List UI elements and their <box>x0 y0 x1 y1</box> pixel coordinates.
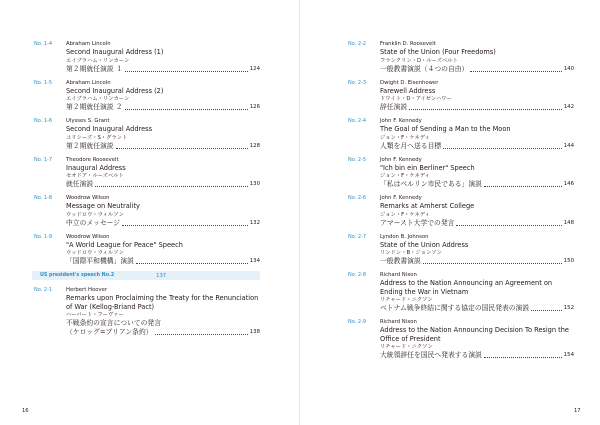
entry-number: No. 2-8 <box>348 272 367 278</box>
entry-speaker-kana: リチャード・ニクソン <box>380 344 433 350</box>
toc-entry[interactable] <box>348 40 574 74</box>
toc-entry[interactable] <box>34 286 260 337</box>
dot-leader <box>423 263 562 264</box>
entry-page-number: 126 <box>249 104 260 110</box>
dot-leader <box>136 263 248 264</box>
entry-speaker-kana: セオドア・ルーズベルト <box>66 173 124 179</box>
entry-jp-title-line1: 不戦条約の宣言についての発言 <box>66 319 162 327</box>
entry-number: No. 1-5 <box>34 79 53 86</box>
toc-entry[interactable] <box>34 79 260 113</box>
entry-title: The Goal of Sending a Man to the Moon <box>380 125 511 133</box>
toc-entry[interactable] <box>34 194 260 228</box>
entry-page-number: 154 <box>563 352 574 358</box>
entry-speaker-kana: ジョン・F・ケネディ <box>380 173 430 179</box>
entry-speaker: John F. Kennedy <box>380 195 422 201</box>
toc-entry[interactable] <box>34 233 260 267</box>
entry-jp-title: アマースト大学での発言 <box>380 218 455 227</box>
entry-number: No. 2-4 <box>348 118 367 124</box>
entry-page-number: 134 <box>249 258 260 264</box>
entry-jp-row <box>66 257 260 266</box>
toc-entry[interactable] <box>348 79 574 113</box>
entry-page-number: 144 <box>563 142 574 149</box>
dot-leader <box>155 334 248 335</box>
entry-speaker-kana: エイブラハム・リンカーン <box>66 96 130 102</box>
entry-speaker: Lyndon B. Johnson <box>380 233 429 240</box>
entry-jp-title: 「私はベルリン市民である」演説 <box>380 180 482 188</box>
entry-number: No. 2-5 <box>348 156 367 163</box>
entry-number: No. 2-7 <box>348 233 367 240</box>
entry-jp-title: 中立のメッセージ <box>66 218 120 227</box>
entry-speaker: Richard Nixon <box>380 272 417 278</box>
entry-jp-title: 第２期就任演説 １ <box>66 64 123 73</box>
entry-title: Message on Neutrality <box>66 202 140 210</box>
toc-entry[interactable] <box>348 271 574 313</box>
entry-speaker: Dwight D. Eisenhower <box>380 79 439 86</box>
entry-jp-title: ベトナム戦争終結に関する協定の国民発表の演説 <box>380 304 530 312</box>
entry-title: Farewell Address <box>380 86 436 95</box>
entry-jp-title: 第２期就任演説 <box>66 141 114 150</box>
entry-speaker-kana: エイブラハム・リンカーン <box>66 57 130 64</box>
section-label: US president's speech No.2 <box>40 273 115 278</box>
entry-speaker: John F. Kennedy <box>380 156 422 163</box>
entry-page-number: 132 <box>249 219 260 226</box>
section-page-number: 137 <box>156 272 167 279</box>
entry-page-number: 138 <box>249 329 260 335</box>
dot-leader <box>125 109 248 110</box>
entry-jp-row <box>380 65 574 74</box>
entry-speaker-kana: リンドン・B・ジョンソン <box>380 250 442 256</box>
entry-jp-row <box>380 257 574 266</box>
entry-jp-title: 「国際平和機構」演説 <box>66 257 134 265</box>
entry-title: State of the Union Address <box>380 240 469 249</box>
entry-page-number: 152 <box>563 305 574 311</box>
entry-jp-title: 一般教書演説（４つの自由） <box>380 64 469 73</box>
toc-entry[interactable] <box>34 117 260 151</box>
entry-speaker: Richard Nixon <box>380 319 417 325</box>
entry-speaker: Theodore Roosevelt <box>66 156 119 163</box>
entry-jp-title: 一般教書演説 <box>380 257 421 265</box>
entry-speaker: Abraham Lincoln <box>66 41 111 47</box>
entry-speaker-kana: ハーバート・フーヴァー <box>66 312 124 318</box>
entry-speaker-kana: ウッドロウ・ウィルソン <box>66 250 124 256</box>
entry-title: State of the Union (Four Freedoms) <box>380 48 496 56</box>
toc-entry[interactable] <box>348 233 574 267</box>
entry-jp-title-line2: （ケロッグ=ブリアン条約） <box>66 328 153 336</box>
entry-jp-row <box>380 103 574 112</box>
dot-leader <box>484 186 562 187</box>
entry-speaker-kana: ジョン・F・ケネディ <box>380 211 430 218</box>
entry-number: No. 2-1 <box>34 287 53 293</box>
entry-page-number: 130 <box>249 181 260 187</box>
entry-title: Second Inaugural Address (2) <box>66 86 164 95</box>
entry-number: No. 1-8 <box>34 195 53 201</box>
entry-speaker: Ulysses S. Grant <box>66 118 110 124</box>
entry-page-number: 124 <box>249 65 260 72</box>
entry-speaker-kana: ウッドロウ・ウィルソン <box>66 211 124 218</box>
entry-speaker: Woodrow Wilson <box>66 195 110 201</box>
dot-leader <box>456 225 561 226</box>
entry-number: No. 2-9 <box>348 319 367 325</box>
entry-number: No. 1-4 <box>34 41 53 47</box>
dot-leader <box>122 225 248 226</box>
dot-leader <box>95 186 248 187</box>
entry-jp-row <box>66 103 260 112</box>
toc-entry[interactable] <box>348 194 574 228</box>
entry-page-number: 150 <box>563 258 574 264</box>
entry-speaker-kana: フランクリン・D・ルーズベルト <box>380 57 458 64</box>
entry-title: Inaugural Address <box>66 163 126 172</box>
dot-leader <box>470 71 561 72</box>
entry-title: "Ich bin ein Berliner" Speech <box>380 163 475 172</box>
entry-number: No. 2-6 <box>348 195 367 201</box>
entry-title: Second Inaugural Address <box>66 125 153 133</box>
entry-jp-title: 第２期就任演説 ２ <box>66 103 123 111</box>
dot-leader <box>531 310 562 311</box>
section-header <box>32 271 260 280</box>
page-number-left: 16 <box>22 408 29 414</box>
entry-page-number: 128 <box>249 142 260 149</box>
entry-title: Second Inaugural Address (1) <box>66 48 164 56</box>
right-toc-column <box>348 40 574 365</box>
entry-jp-row <box>380 304 574 313</box>
entry-page-number: 140 <box>563 65 574 72</box>
entry-number: No. 1-6 <box>34 118 53 124</box>
entry-jp-title: 人類を月へ送る目標 <box>380 141 442 150</box>
entry-jp-row <box>66 65 260 74</box>
entry-speaker: Franklin D. Roosevelt <box>380 41 436 47</box>
entry-jp-row <box>66 219 260 228</box>
entry-speaker: Abraham Lincoln <box>66 79 111 86</box>
entry-jp-title: 辞任演説 <box>380 103 408 111</box>
entry-speaker: Herbert Hoover <box>66 287 108 293</box>
entry-jp-row <box>380 351 574 360</box>
entry-speaker-kana: リチャード・ニクソン <box>380 297 433 303</box>
toc-entry[interactable] <box>348 156 574 190</box>
entry-title: Address to the Nation Announcing Decision To Resign the Office of President <box>380 326 569 343</box>
dot-leader <box>125 71 248 72</box>
toc-entry[interactable] <box>34 156 260 190</box>
entry-page-number: 148 <box>563 219 574 226</box>
dot-leader <box>116 148 248 149</box>
entry-title: Address to the Nation Announcing an Agreement on Ending the War in Vietnam <box>380 279 553 296</box>
toc-entry[interactable] <box>348 318 574 360</box>
entry-page-number: 142 <box>563 104 574 110</box>
toc-entry[interactable] <box>348 117 574 151</box>
entry-jp-row <box>380 180 574 189</box>
entry-title: Remarks upon Proclaiming the Treaty for the Renunciation of War (Kellog-Briand Pact) <box>66 294 259 311</box>
entry-speaker-kana: ドワイト・D・アイゼンハワー <box>380 96 452 102</box>
entry-title: Remarks at Amherst College <box>380 202 475 210</box>
entry-number: No. 2-3 <box>348 79 367 86</box>
entry-jp-title: 就任演説 <box>66 180 94 188</box>
entry-speaker-kana: ジョン・F・ケネディ <box>380 134 430 141</box>
entry-number: No. 1-9 <box>34 233 53 240</box>
entry-speaker: Woodrow Wilson <box>66 233 110 240</box>
dot-leader <box>443 148 562 149</box>
entry-jp-row <box>380 142 574 151</box>
entry-speaker: John F. Kennedy <box>380 118 422 124</box>
entry-jp-title: 大統領辞任を国民へ発表する演説 <box>380 351 482 359</box>
entry-speaker-kana: ユリシーズ・S・グラント <box>66 134 128 141</box>
entry-jp-row <box>66 180 260 189</box>
entry-jp-row <box>66 328 260 337</box>
right-page <box>300 0 600 425</box>
entry-jp-row <box>380 219 574 228</box>
toc-entry[interactable] <box>34 40 260 74</box>
dot-leader <box>484 357 562 358</box>
entry-page-number: 146 <box>563 181 574 187</box>
entry-number: No. 2-2 <box>348 41 367 47</box>
entry-title: "A World League for Peace" Speech <box>66 240 183 249</box>
dot-leader <box>409 109 562 110</box>
entry-jp-row <box>66 142 260 151</box>
left-toc-column <box>34 40 260 342</box>
page-number-right: 17 <box>574 408 581 414</box>
entry-number: No. 1-7 <box>34 156 53 163</box>
